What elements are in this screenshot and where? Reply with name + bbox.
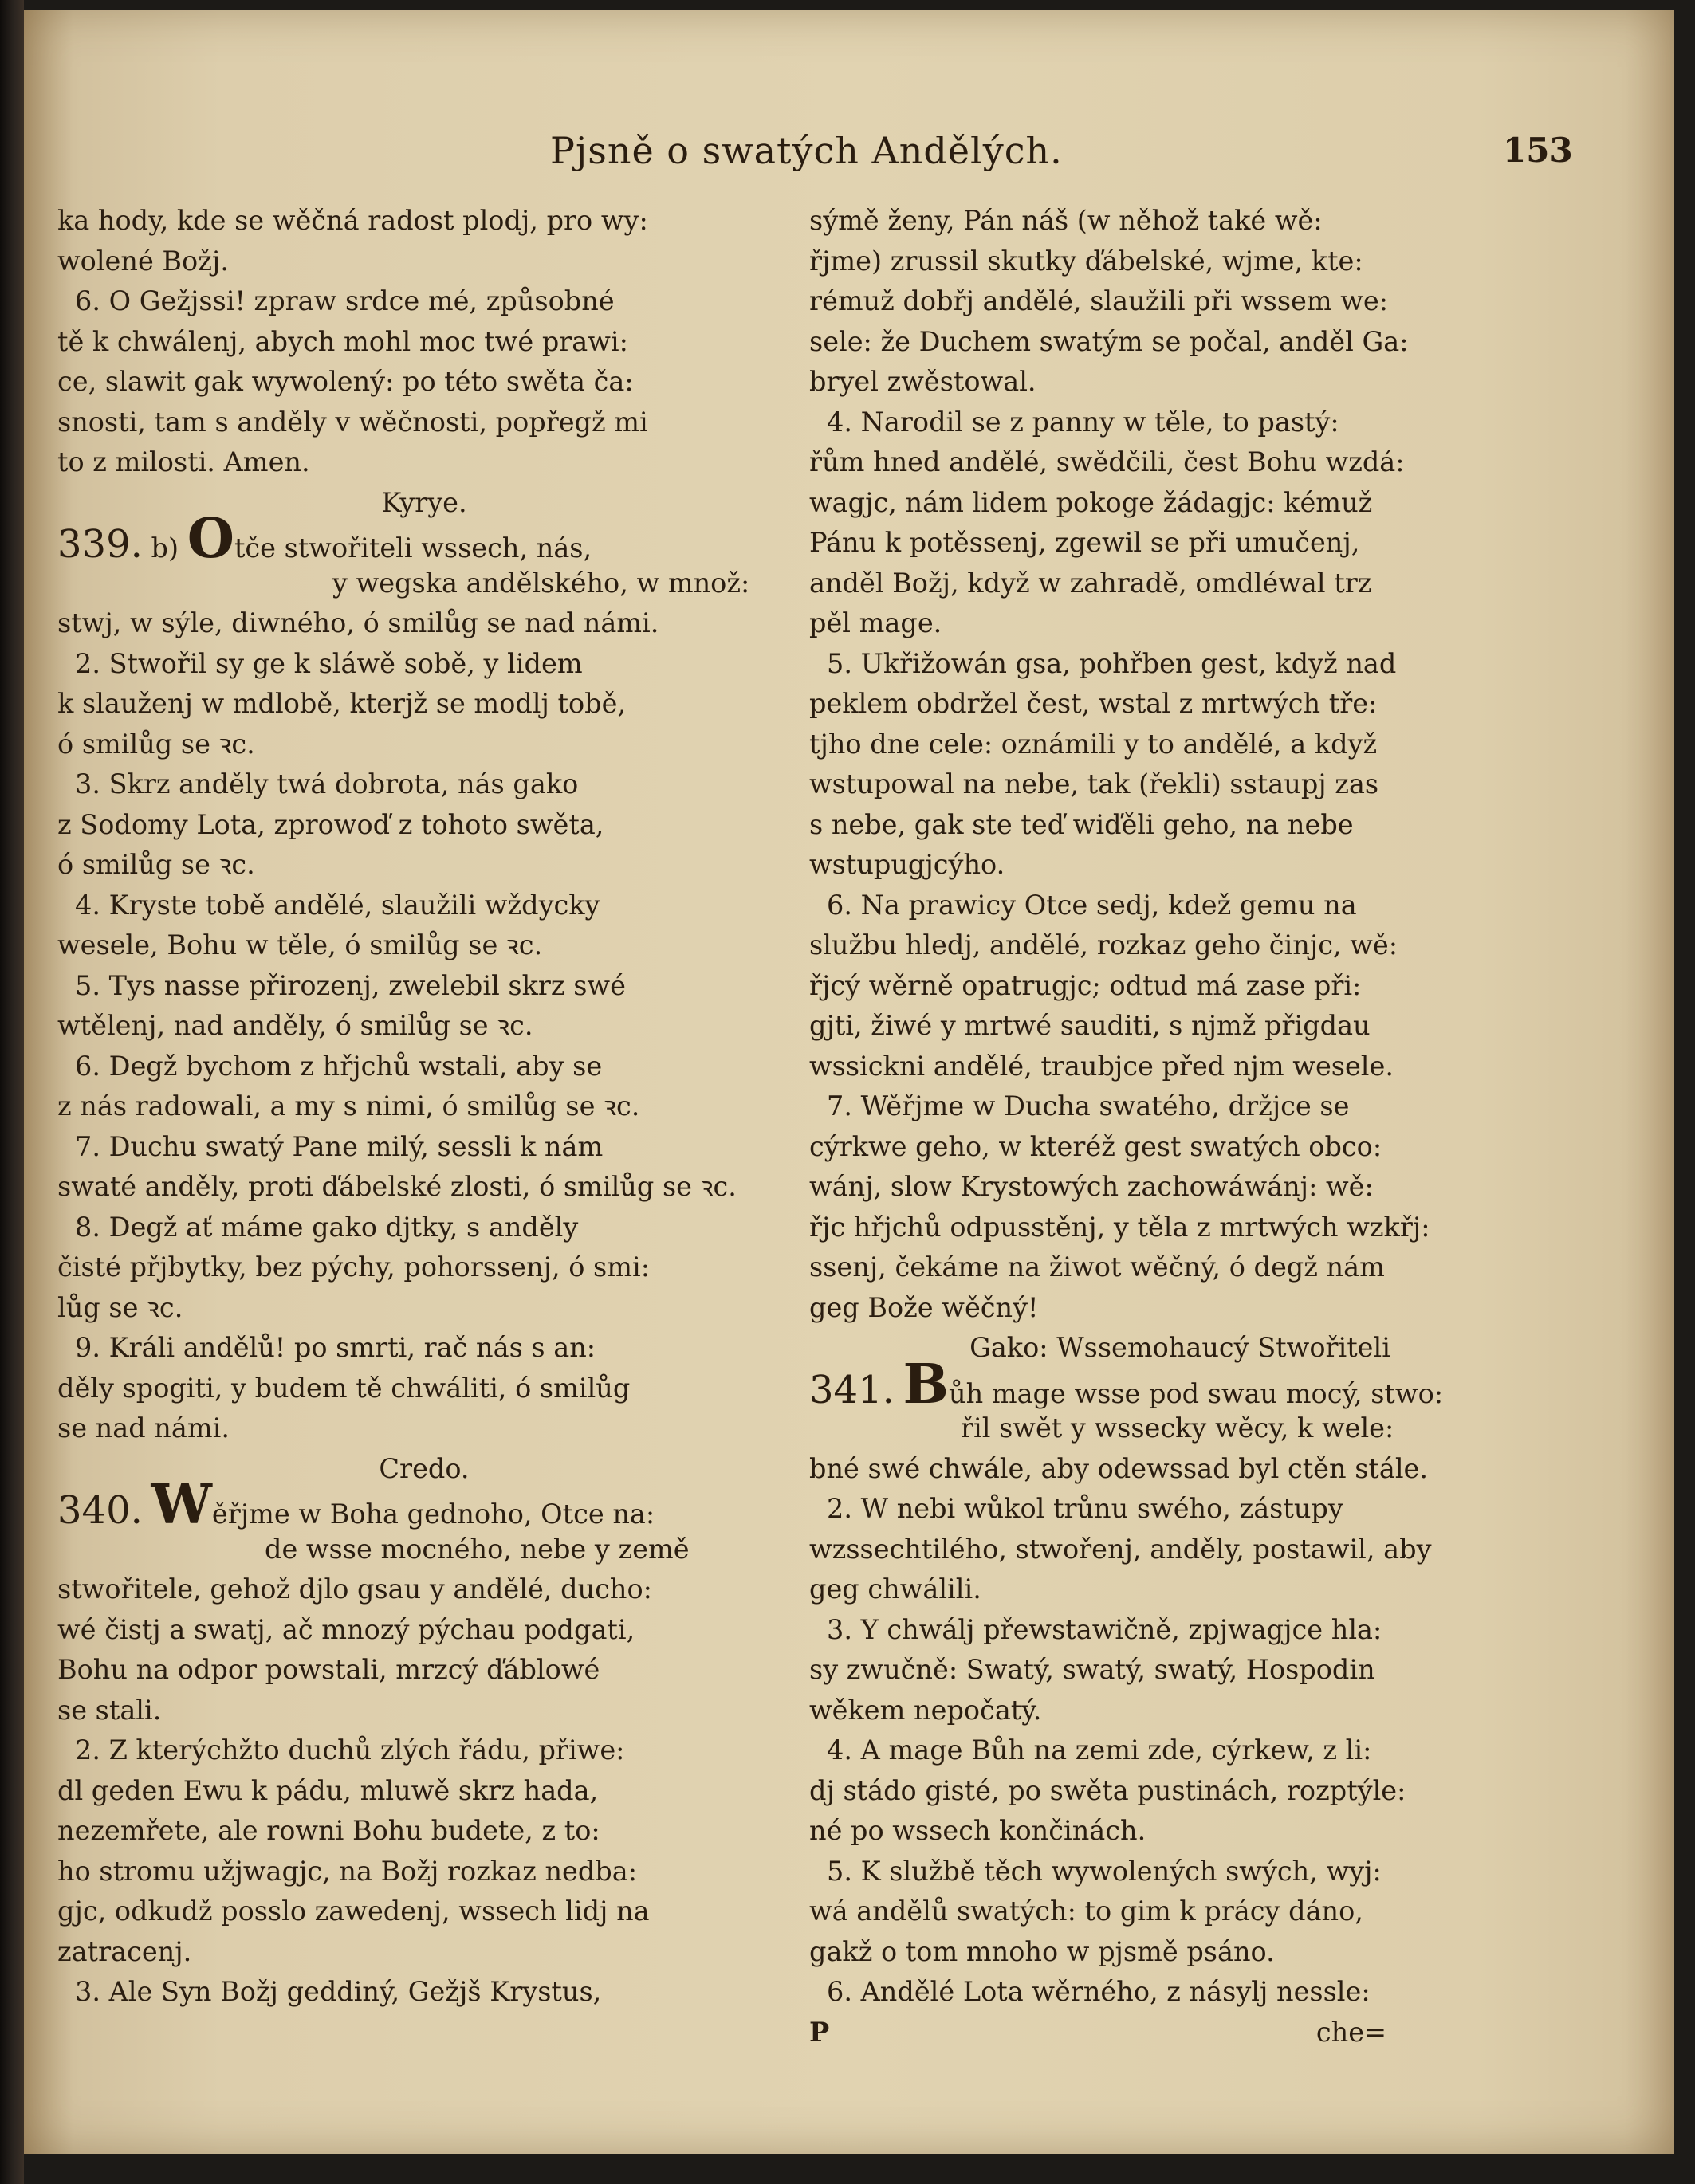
text-line: ó smilůg se ꝛc. <box>57 849 255 880</box>
hymn-number: 340. <box>57 1488 143 1533</box>
text-line: 5. Ukřižowán gsa, pohřben gest, když nad <box>827 647 1397 679</box>
hymn-number: 339. <box>57 522 143 567</box>
text-line: stwořitele, gehož djlo gsau y andělé, ducho: <box>57 1573 652 1605</box>
text-line: wá andělů swatých: to gim k prácy dáno, <box>809 1895 1363 1927</box>
text-line: 7. Wěřjme w Ducha swatého, držjce se <box>827 1090 1350 1121</box>
text-line: řjme) zrussil skutky ďábelské, wjme, kte: <box>809 245 1363 277</box>
text-line: 5. K službě těch wywolených swých, wyj: <box>827 1855 1382 1887</box>
text-line: tě k chwálenj, abych mohl moc twé prawi: <box>57 325 628 357</box>
text-line: wé čistj a swatj, ač mnozý pýchau podgati, <box>57 1613 635 1645</box>
hymn-340-line-1 <box>57 1473 791 1537</box>
text-line: geg chwálili. <box>809 1573 981 1605</box>
text-line: wolené Božj. <box>57 245 229 277</box>
text-line: wstupugjcýho. <box>809 849 1005 880</box>
text-line: 6. Andělé Lota wěrného, z násylj nessle: <box>827 1976 1371 2007</box>
text-line: 2. Stwořil sy ge k sláwě sobě, y lidem <box>75 647 583 679</box>
text-line: řjc hřjchů odpusstěnj, y těla z mrtwých wzkřj: <box>809 1211 1430 1243</box>
text-line: bryel zwěstowal. <box>809 366 1036 397</box>
text-line: ssenj, čekáme na žiwot wěčný, ó degž nám <box>809 1251 1385 1283</box>
text-line: wzssechtilého, stwořenj, anděly, postawil, aby <box>809 1533 1432 1565</box>
text-line: Pánu k potěssenj, zgewil se při umučenj, <box>809 527 1360 558</box>
text-line: to z milosti. Amen. <box>57 446 310 477</box>
text-line: se nad námi. <box>57 1412 230 1444</box>
hymn-341-line-1 <box>809 1352 1551 1416</box>
text-line: sele: že Duchem swatým se počal, anděl Ga: <box>809 325 1409 357</box>
text-line: z nás radowali, a my s nimi, ó smilůg se ꝛc. <box>57 1090 640 1121</box>
text-line: bné swé chwále, aby odewssad byl ctěn stále. <box>809 1452 1429 1484</box>
text-line: 6. Na prawicy Otce sedj, kdež gemu na <box>827 889 1357 921</box>
text-line: nezemřete, ale rowni Bohu budete, z to: <box>57 1815 600 1846</box>
text-line: snosti, tam s anděly v wěčnosti, popřegž mi <box>57 406 648 438</box>
text-line: peklem obdržel čest, wstal z mrtwých tře: <box>809 688 1378 719</box>
text-line: řil swět y wssecky wěcy, k wele: <box>961 1412 1394 1444</box>
text-line: 4. A mage Bůh na zemi zde, cýrkew, z li: <box>827 1734 1372 1766</box>
text-line: wesele, Bohu w těle, ó smilůg se ꝛc. <box>57 929 543 960</box>
text-line: zatracenj. <box>57 1935 192 1967</box>
book-spine-shadow <box>0 0 24 2184</box>
text-line: 3. Skrz anděly twá dobrota, nás gako <box>75 768 579 799</box>
text-line: 7. Duchu swatý Pane milý, sessli k nám <box>75 1130 604 1162</box>
text-line: ůh mage wsse pod swau mocý, stwo: <box>949 1377 1444 1409</box>
text-line: cýrkwe geho, w kteréž gest swatých obco: <box>809 1130 1382 1162</box>
text-line: 3. Y chwálj přewstawičně, zpjwagjce hla: <box>827 1613 1382 1645</box>
catchword: che= <box>1315 2016 1387 2048</box>
drop-cap: O <box>187 507 234 571</box>
text-line: tjho dne cele: oznámili y to andělé, a když <box>809 728 1378 760</box>
text-line: tče stwořiteli wssech, nás, <box>234 532 592 564</box>
text-line: 2. W nebi wůkol trůnu swého, zástupy <box>827 1493 1343 1524</box>
text-line: ěřjme w Boha gednoho, Otce na: <box>211 1499 655 1530</box>
text-line: swaté anděly, proti ďábelské zlosti, ó smilůg se ꝛc. <box>57 1171 737 1202</box>
text-line: řům hned andělé, swědčili, čest Bohu wzdá: <box>809 446 1405 477</box>
text-line: ho stromu užjwagjc, na Božj rozkaz nedba: <box>57 1855 637 1887</box>
text-line: řjcý wěrně opatrugjc; odtud má zase při: <box>809 969 1362 1001</box>
text-line: lůg se ꝛc. <box>57 1291 183 1323</box>
right-column <box>809 201 1551 2052</box>
signature-line <box>809 2013 1551 2053</box>
text-line: děly spogiti, y budem tě chwáliti, ó smilůg <box>57 1372 631 1404</box>
text-line: gakž o tom mnoho w pjsmě psáno. <box>809 1935 1275 1967</box>
text-line: wánj, slow Krystowých zachowáwánj: wě: <box>809 1171 1374 1202</box>
text-line: sy zwučně: Swatý, swatý, swatý, Hospodin <box>809 1654 1375 1685</box>
left-column <box>57 201 791 2013</box>
section-heading-credo: Credo. <box>379 1452 470 1484</box>
text-line: 5. Tys nasse přirozenj, zwelebil skrz swé <box>75 969 626 1001</box>
signature-mark: P <box>809 2016 830 2048</box>
text-line: rémuž dobřj andělé, slaužili při wssem we: <box>809 285 1389 316</box>
text-line: wagjc, nám lidem pokoge žádagjc: kémuž <box>809 486 1373 518</box>
drop-cap: W <box>151 1473 212 1537</box>
text-line: sýmě ženy, Pán náš (w něhož také wě: <box>809 205 1323 236</box>
text-line: 4. Narodil se z panny w těle, to pastý: <box>827 406 1339 438</box>
text-line: gjc, odkudž posslo zawedenj, wssech lidj na <box>57 1895 650 1927</box>
drop-cap: B <box>903 1352 950 1416</box>
hymn-number: 341. <box>809 1367 895 1412</box>
text-line: wstupowal na nebe, tak (řekli) sstaupj zas <box>809 768 1379 799</box>
text-line: ó smilůg se ꝛc. <box>57 728 255 760</box>
text-line: wtělenj, nad anděly, ó smilůg se ꝛc. <box>57 1010 533 1041</box>
text-line: de wsse mocného, nebe y země <box>265 1533 690 1565</box>
text-line: 6. O Gežjssi! zpraw srdce mé, způsobné <box>75 285 615 316</box>
text-line: 6. Degž bychom z hřjchů wstali, aby se <box>75 1050 603 1082</box>
text-line: pěl mage. <box>809 607 942 638</box>
text-line: se stali. <box>57 1694 162 1726</box>
text-line: y wegska andělského, w množ: <box>332 567 750 599</box>
text-line: né po wssech končinách. <box>809 1815 1146 1846</box>
text-line: k slauženj w mdlobě, kterjž se modlj tobě, <box>57 688 627 719</box>
text-line: 9. Králi andělů! po smrti, rač nás s an: <box>75 1332 596 1363</box>
text-line: dl geden Ewu k pádu, mluwě skrz hada, <box>57 1774 599 1806</box>
text-line: geg Bože wěčný! <box>809 1291 1039 1323</box>
tune-indication: Gako: Wssemohaucý Stwořiteli <box>969 1332 1390 1363</box>
hymn-label: b) <box>151 532 179 564</box>
text-line: 8. Degž ať máme gako djtky, s anděly <box>75 1211 579 1243</box>
text-line: službu hledj, andělé, rozkaz geho činjc, wě: <box>809 929 1398 960</box>
text-line: 4. Kryste tobě andělé, slaužili wždycky <box>75 889 600 921</box>
text-line: Bohu na odpor powstali, mrzcý ďáblowé <box>57 1654 600 1685</box>
text-line: stwj, w sýle, diwného, ó smilůg se nad námi. <box>57 607 659 638</box>
page-header <box>24 129 1674 185</box>
text-line: gjti, žiwé y mrtwé sauditi, s njmž přigdau <box>809 1010 1371 1041</box>
page-number: 153 <box>1503 131 1573 170</box>
text-line: wssickni andělé, traubjce před njm wesele. <box>809 1050 1394 1082</box>
text-line: čisté přjbytky, bez pýchy, pohorssenj, ó smi: <box>57 1251 651 1283</box>
book-page <box>24 10 1674 2154</box>
text-line: z Sodomy Lota, zprowoď z tohoto swěta, <box>57 808 604 840</box>
section-heading-kyrie: Kyrye. <box>381 486 467 518</box>
text-line: 2. Z kterýchžto duchů zlých řádu, přiwe: <box>75 1734 625 1766</box>
text-line: wěkem nepočatý. <box>809 1694 1042 1726</box>
text-line: anděl Božj, když w zahradě, omdléwal trz <box>809 567 1372 599</box>
text-line: 3. Ale Syn Božj geddiný, Gežjš Krystus, <box>75 1976 602 2007</box>
hymn-339-line-1 <box>57 507 791 571</box>
running-head: Pjsně o swatých Andělých. <box>550 129 1063 172</box>
text-line: s nebe, gak ste teď wiďěli geho, na nebe <box>809 808 1354 840</box>
text-line: dj stádo gisté, po swěta pustinách, rozptýle: <box>809 1774 1406 1806</box>
text-line: ce, slawit gak wywolený: po této swěta ča: <box>57 366 634 397</box>
text-line: ka hody, kde se wěčná radost plodj, pro wy: <box>57 205 648 236</box>
